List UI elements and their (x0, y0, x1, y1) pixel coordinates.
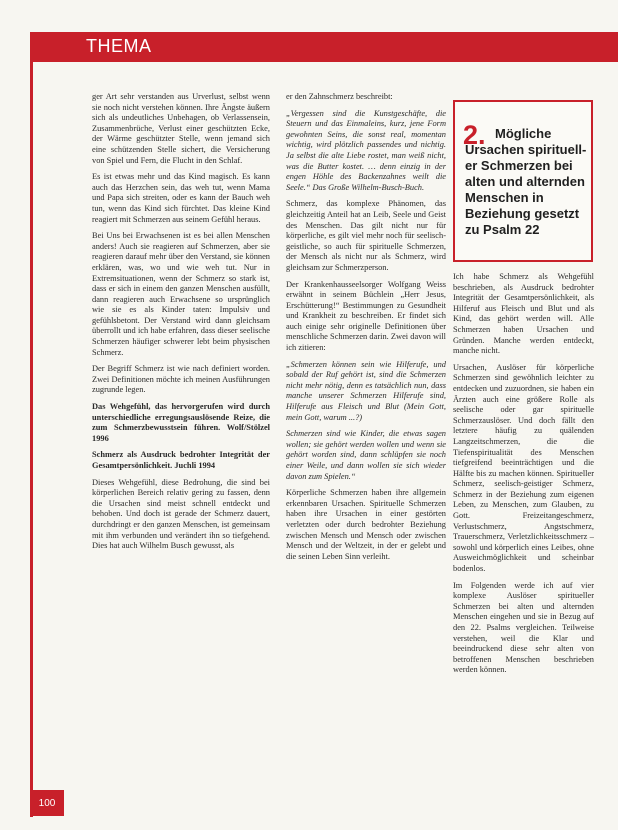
weiss-quote-1: „Schmerzen können sein wie Hilferufe, und sobald der Ruf gehört ist, sind die Schmerzen nicht mehr nötig, denn es tatsächlich nun, dass manche unserer Schmerzen Hilferufe sind, Hilferufe aus Fleisch und Blut (Mein Gott, mein Gott, warum ...?) (286, 359, 446, 422)
paragraph: Bei Uns bei Erwachsenen ist es bei allen Menschen anders! Auch sie reagieren auf Schmerzen, aber sie reagieren darauf mehr über den Verstand, sie können erklären, was, wo und wie weh tut. Nur in Extremsituationen, wenn der Schmerz so stark ist, dass er sich in einem den ganzen Menschen ausfüllt, dann reagieren auch Erwachsene so ursprünglich wie sie es als Kinder taten: Impulsiv und gefühlsbetont. Der Verstand wird dann gleichsam überrollt und ich habe erfahren, dass dieser seelische Schmerzen häufiger schwerer lebt beim physischen Schmerz. (92, 231, 270, 357)
paragraph: Körperliche Schmerzen haben ihre allgemein erkennbaren Ursachen. Spirituelle Schmerzen haben ihre Ursachen in einer gestörten verletzten oder durch bedrohter Beziehung zwischen Mensch und Mensch oder zwischen Mensch und der Weltzeit, in der er gelebt und die seinen Leben Sinn verleiht. (286, 488, 446, 561)
text-column-2 (286, 92, 446, 568)
paragraph: er den Zahnschmerz beschreibt: (286, 92, 393, 101)
paragraph: Dieses Wehgefühl, diese Bedrohung, die sind bei körperlichen Bereich relativ gering zu fassen, denn die Ursachen sind meist schnell entdeckt und behoben. Und doch ist gerade der Schmerz dauert, durchdringt er den ganzen Menschen, ist gemeinsam mit ihm verbunden und verändert ihn so tiefgehend. Dies hat auch Wilhelm Busch gewusst, als (92, 477, 270, 551)
section-number: 2. (463, 120, 486, 150)
paragraph: Der Begriff Schmerz ist wie nach definiert worden. Zwei Definitionen möchte ich meinen Ausführungen zugrunde legen. (92, 364, 270, 395)
busch-quote: „Vergessen sind die Kunstgeschäfte, die Steuern und das Einmaleins, kurz, jene Form gewohnten Seins, die sonst real, momentan wichtig, wird plötzlich passendes und nichtig. Ja selbst die alte Liebe rostet, man weiß nicht, was die Butter kostet. … denn einzig in der engen Höhle des Backenzahnes weilt die Seele.“ Das Große Wilhelm-Busch-Buch. (286, 108, 446, 192)
text-column-1 (92, 92, 270, 558)
paragraph: Im Folgenden werde ich auf vier komplexe Auslöser spiritueller Schmerzen bei alten und alternden Menschen eingehen und sie in Bezug auf den 22. Psalms vergleichen. Teilweise verstehen, weil die Klar und beeindruckend diese sehr alten von betroffenen Menschen beschrieben werden können. (453, 580, 594, 675)
page-number: 100 (38, 798, 56, 809)
section-heading: Mögliche Ursachen spiritueller Schmerzen bei alten und alternden Menschen in Beziehung gesetzt zu Psalm 22 (465, 126, 587, 237)
paragraph: ger Art sehr verstanden aus Urverlust, selbst wenn sie noch nicht verstehen können. Ihre Ängste äußern sich als undeutliches Unbehagen, ob Verlassensein, Zusammenbrüche, Verlust einer geschützten Ecke, der Wärme geschützter Stelle, wenn jemand sich eine schützenden Stelle sichert, die Versicherung von Spiel und Fern, die Flucht in den Schlaf. (92, 92, 270, 165)
left-margin-rule (30, 62, 33, 817)
paragraph: Ursachen, Auslöser für körperliche Schmerzen sind gewöhnlich leichter zu entdecken und zuzuordnen, sie haben ein Ärzten auch eine größere Rolle als seelische oder gar spirituelle Schmerzauslöser. Und doch fällt den letztere häufig zu quälenden Langzeitschmerzen, die die Tiefenspiritualität des Menschen tiefgreifend beeinträchtigen und die Hälfte bis zu machen können. Spiritueller Schmerz, seelisch-geistiger Schmerz, Schmerz in der Beziehung zum eigenen Leben, zu Menschen, zum Glauben, zu Gott. Freizeitangeschmerz, Verlustschmerz, Angstschmerz, Trauerschmerz, Verletzlichkeitsschmerz – sowohl und körperlich eines Leibes, ohne Ausweichmöglichkeit und scheinbar bodenlos. (453, 362, 594, 574)
definition-1: Das Wehgefühl, das hervorgerufen wird durch unterschiedliche erregungsauslösende Reize, die zum Schmerzbewusstsein führen. Wolf/Stölzel 1996 (92, 402, 270, 443)
definition-2: Schmerz als Ausdruck bedrohter Integrität der Gesamtpersönlichkeit. Juchli 1994 (92, 450, 270, 470)
section-label: THEMA (86, 36, 152, 56)
text-column-3 (453, 272, 594, 682)
paragraph: Es ist etwas mehr und das Kind magisch. Es kann auch das Herzchen sein, das weh tut, wenn Mama und Papa sich streiten, oder es kann der Bauch weh tun, wenn das Kind sich fürchtet. Das kleine Kind reagiert mit Schmerzen aus seinem Gefühl heraus. (92, 172, 270, 224)
weiss-quote-2: Schmerzen sind wie Kinder, die etwas sagen wollen; sie gehört werden wollen und wenn sie gehört worden sind, dann schlüpfen sie noch einer Weile, und dann wollen sie sich wieder davon zum Spielen.“ (286, 429, 446, 481)
paragraph: Der Krankenhausseelsorger Wolfgang Weiss erwähnt in seinem Büchlein „Herr Jesus, Erschütterung!“ Bestimmungen zu Gesundheit und Krankheit zu beschreiben. Er findet sich auch einige sehr originelle Definitionen über menschliche Schmerzen darin. Zwei davon will ich zitieren: (286, 279, 446, 353)
paragraph: Schmerz, das komplexe Phänomen, das gleichzeitig Anteil hat an Leib, Seele und Geist des Menschen. Das gilt nicht nur für körperliche, es gilt viel mehr noch für seelisch-geistliche, so auch für spirituelle Schmerzen, der Mensch als nicht nur als Schmerz, wird gleichsam zur Schmerzperson. (286, 199, 446, 272)
page-number-badge (30, 790, 64, 816)
section-heading-box (453, 100, 593, 262)
paragraph: Ich habe Schmerz als Wehgefühl beschrieben, als Ausdruck bedrohter Integrität der Gesamtpersönlichkeit, als Hilferuf aus Fleisch und Blut und als Kind, das gehört werden will. Alle Schmerzen haben Ursachen und Gründen. Manche werden entdeckt, manche nicht. (453, 272, 594, 356)
